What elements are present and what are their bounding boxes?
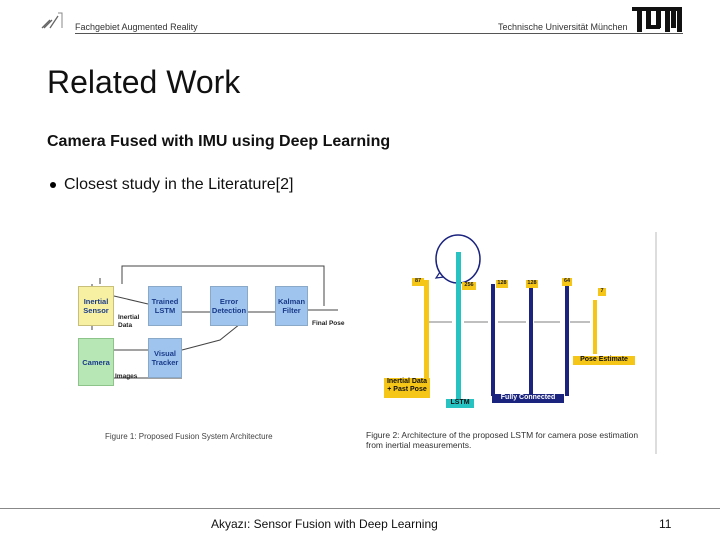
trained-lstm-box: Trained LSTM [148,286,182,326]
final-pose-label: Final Pose [312,320,345,327]
input-layer-bar [424,280,429,380]
header-university: Technische Universität München [498,22,628,32]
bullet-icon [50,182,56,188]
page-number: 11 [659,517,672,531]
error-detection-box: Error Detection [210,286,248,326]
inertial-sensor-box: Inertial Sensor [78,286,114,326]
pose-estimate-label: Pose Estimate [573,356,635,365]
lstm-layer-bar [456,252,461,402]
tum-logo [632,7,682,32]
fc-layer-3-bar [565,284,569,396]
layer-size-label: 87 [412,278,424,286]
layer-size-label: 64 [563,278,571,284]
camera-box: Camera [78,338,114,386]
footer-text: Akyazı: Sensor Fusion with Deep Learning [211,517,438,531]
figure-fusion-architecture [70,258,350,443]
slide-title: Related Work [47,64,241,100]
fc-layer-2-bar [529,284,533,396]
output-layer-bar [593,300,597,354]
figure2-caption: Figure 2: Architecture of the proposed LSTM for camera pose estimation from inertial measurements. [366,430,639,450]
images-label: Images [115,373,138,380]
header-divider [75,33,683,34]
header-department: Fachgebiet Augmented Reality [75,22,198,32]
kalman-filter-box: Kalman Filter [275,286,308,326]
figure-lstm-architecture [360,232,660,454]
fc-layer-1-bar [491,284,495,396]
slide-subtitle: Camera Fused with IMU using Deep Learning [47,133,391,150]
layer-size-label: 128 [497,280,507,286]
bullet-text: Closest study in the Literature[2] [64,176,294,193]
ar-lab-logo [40,10,64,30]
layer-size-label: 7 [598,288,606,296]
visual-tracker-box: Visual Tracker [148,338,182,378]
fully-connected-label: Fully Connected [492,394,564,403]
layer-size-label: 256 [462,282,476,290]
input-label: Inertial Data + Past Pose [384,378,430,398]
figure-divider [655,232,657,454]
layer-size-label: 128 [527,280,537,286]
inertial-data-label: Inertial Data [118,314,140,329]
footer-divider [0,508,720,509]
figure1-caption: Figure 1: Proposed Fusion System Architecture [105,432,273,441]
lstm-label: LSTM [446,399,474,408]
